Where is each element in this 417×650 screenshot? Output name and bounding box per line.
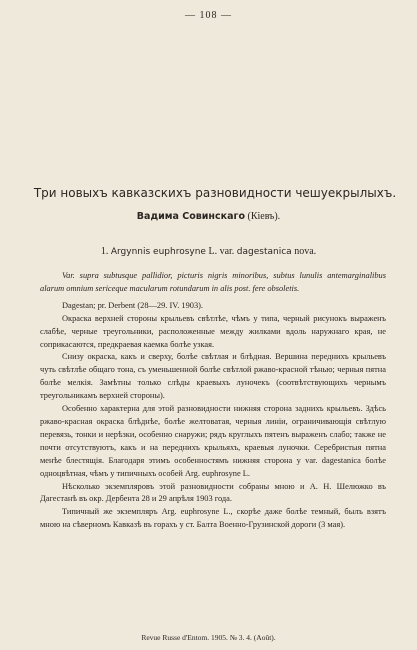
species-authority: L.: [208, 246, 218, 257]
paragraph: Нѣсколько экземпляровъ этой разновидности собраны мною и А. Н. Шелюжко въ Дагестанѣ въ окр. Дербента 28 и 29 апрѣля 1903 года.: [40, 481, 386, 504]
variety-status: nova.: [294, 246, 317, 257]
article-title: Три новыхъ кавказскихъ разновидности чешуекрылыхъ.: [33, 186, 397, 200]
section-number: 1.: [100, 246, 109, 257]
author-place: (Кіевъ).: [247, 211, 281, 222]
author-line: [0, 211, 417, 222]
species-name: Argynnis euphrosyne: [110, 247, 206, 257]
journal-footer: Revue Russe d'Entom. 1905. № 3. 4. (Août).: [141, 633, 276, 642]
variety-name: dagestanica: [236, 247, 292, 257]
paragraph: Окраска верхней стороны крыльевъ свѣтлѣе, чѣмъ у типа, черный рисунокъ выраженъ слабѣе, черные треугольники, расположенные между жилками вдоль наружнаго края, не соприкасаются, предкраевая каемка болѣе узкая.: [40, 313, 386, 349]
article-body: [40, 270, 386, 532]
page-number: — 108 —: [185, 10, 232, 21]
paragraph: Типичный же экземпляръ Arg. euphrosyne L., скорѣе даже болѣе темный, былъ взятъ мною на сѣверномъ Кавказѣ въ горахъ у ст. Балта Военно-Грузинской дороги (3 мая).: [40, 507, 386, 530]
author-name: Вадима Совинскаго: [136, 211, 245, 222]
paragraph: Особенно характерна для этой разновидности нижняя сторона заднихъ крыльевъ. Здѣсь ржаво-красная окраска блѣднѣе, болѣе желтоватая, черныя линіи, ограничивающія свѣтлую перевязь, тонки и нерѣзки, особенно снаружи; рядъ круглыхъ пятенъ выраженъ слабо; также не почти отсутствуютъ, какъ и на переднихъ крыльяхъ, краевыя луночки. Серебристыя пятна менѣе блестящія. Благодаря этимъ особенностямъ нижняя сторона у var. dagestanica болѣе одноцвѣтная, чѣмъ у типичныхъ особей Arg. euphrosyne L.: [40, 404, 386, 478]
var-label: var.: [219, 246, 235, 257]
latin-diagnosis: Var. supra subtusque pallidior, picturis nigris minoribus, subtus lunulis antemarginalibus alarum omnium sericeque macularum rotundarum in alis post. fere obsoletis.: [40, 271, 386, 293]
section-heading: [0, 246, 417, 257]
paragraph: Снизу окраска, какъ и сверху, болѣе свѣтлая и блѣдная. Вершина переднихъ крыльевъ чуть свѣтлѣе общаго тона, съ уменьшенной болѣе свѣтлой ржаво-красной тѣнью; черныя пятна болѣе мелкія. Замѣтны только слѣды краевыхъ луночекъ (соотвѣтствующихъ чернымъ треугольникамъ верхней стороны).: [40, 352, 386, 401]
locality-line: Dagestan; pr. Derbent (28—29. IV. 1903).: [62, 300, 204, 310]
